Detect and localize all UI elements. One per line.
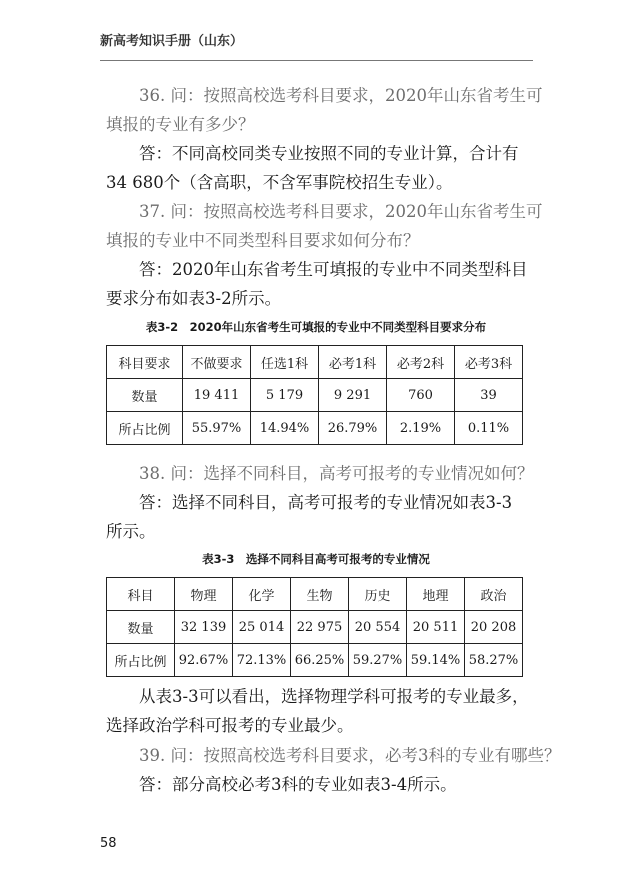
table-cell: 59.27% (349, 644, 407, 677)
table-cell: 数量 (107, 379, 183, 412)
table-cell: 必考3科 (455, 346, 523, 379)
answer-line: 答：2020年山东省考生可填报的专业中不同类型科目 (139, 260, 528, 279)
table-row (107, 412, 523, 445)
table-cell: 2.19% (387, 412, 455, 445)
table-cell: 92.67% (175, 644, 233, 677)
answer-line: 34 680个（含高职，不含军事院校招生专业）。 (106, 173, 453, 192)
table-cell: 72.13% (233, 644, 291, 677)
question-39 (106, 741, 561, 770)
table-cell: 科目 (107, 578, 175, 611)
answer-line: 要求分布如表3-2所示。 (106, 289, 282, 308)
table-cell: 所占比例 (107, 412, 183, 445)
paragraph-line: 从表3-3可以看出，选择物理学科可报考的专业最多， (139, 687, 529, 706)
table-cell: 必考2科 (387, 346, 455, 379)
table-cell: 数量 (107, 611, 175, 644)
question-36 (106, 81, 543, 139)
header-rule (100, 60, 533, 61)
table-cell: 所占比例 (107, 644, 175, 677)
table-cell: 25 014 (233, 611, 291, 644)
question-line: 填报的专业中不同类型科目要求如何分布？ (106, 231, 420, 250)
table-3-3-caption: 表3-3 选择不同科目高考可报考的专业情况 (202, 552, 430, 566)
table-cell: 地理 (407, 578, 465, 611)
table-cell: 22 975 (291, 611, 349, 644)
table-cell: 32 139 (175, 611, 233, 644)
table-3-2-caption: 表3-2 2020年山东省考生可填报的专业中不同类型科目要求分布 (145, 320, 487, 334)
table-cell: 科目要求 (107, 346, 183, 379)
table-3-2 (106, 345, 523, 445)
question-line: 填报的专业有多少？ (106, 115, 255, 134)
table-cell: 化学 (233, 578, 291, 611)
table-cell: 19 411 (183, 379, 251, 412)
table-cell: 物理 (175, 578, 233, 611)
answer-line: 答：部分高校必考3科的专业如表3-4所示。 (139, 775, 457, 794)
table-cell: 20 208 (465, 611, 523, 644)
question-38 (106, 459, 534, 488)
table-cell: 5 179 (251, 379, 319, 412)
table-row (107, 611, 523, 644)
table-cell: 59.14% (407, 644, 465, 677)
table-cell: 0.11% (455, 412, 523, 445)
table-row (107, 644, 523, 677)
table-cell: 政治 (465, 578, 523, 611)
table-cell: 20 554 (349, 611, 407, 644)
table-cell: 66.25% (291, 644, 349, 677)
table-cell: 14.94% (251, 412, 319, 445)
table-cell: 20 511 (407, 611, 465, 644)
table-cell: 生物 (291, 578, 349, 611)
table-cell: 39 (455, 379, 523, 412)
table-3-3 (106, 577, 523, 677)
answer-36 (106, 139, 526, 197)
answer-38 (106, 488, 526, 546)
table-row (107, 578, 523, 611)
table-cell: 不做要求 (183, 346, 251, 379)
table-cell: 58.27% (465, 644, 523, 677)
question-line: 37. 问：按照高校选考科目要求，2020年山东省考生可 (139, 202, 543, 221)
question-37 (106, 197, 543, 255)
conclusion-paragraph (106, 682, 529, 740)
paragraph-line: 选择政治学科可报考的专业最少。 (106, 716, 354, 735)
page-number: 58 (100, 836, 117, 851)
question-line: 36. 问：按照高校选考科目要求，2020年山东省考生可 (139, 86, 543, 105)
answer-37 (106, 255, 526, 313)
table-cell: 55.97% (183, 412, 251, 445)
table-row (107, 379, 523, 412)
table-cell: 必考1科 (319, 346, 387, 379)
table-cell: 760 (387, 379, 455, 412)
table-cell: 任选1科 (251, 346, 319, 379)
table-cell: 9 291 (319, 379, 387, 412)
answer-line: 答：选择不同科目，高考可报考的专业情况如表3-3 (139, 493, 513, 512)
answer-line: 所示。 (106, 522, 156, 541)
answer-line: 答：不同高校同类专业按照不同的专业计算，合计有 (139, 144, 519, 163)
table-row (107, 346, 523, 379)
question-line: 39. 问：按照高校选考科目要求，必考3科的专业有哪些？ (139, 746, 561, 765)
running-head: 新高考知识手册（山东） (100, 34, 244, 49)
table-cell: 26.79% (319, 412, 387, 445)
table-cell: 历史 (349, 578, 407, 611)
question-line: 38. 问：选择不同科目，高考可报考的专业情况如何？ (139, 464, 534, 483)
answer-39 (106, 770, 526, 799)
